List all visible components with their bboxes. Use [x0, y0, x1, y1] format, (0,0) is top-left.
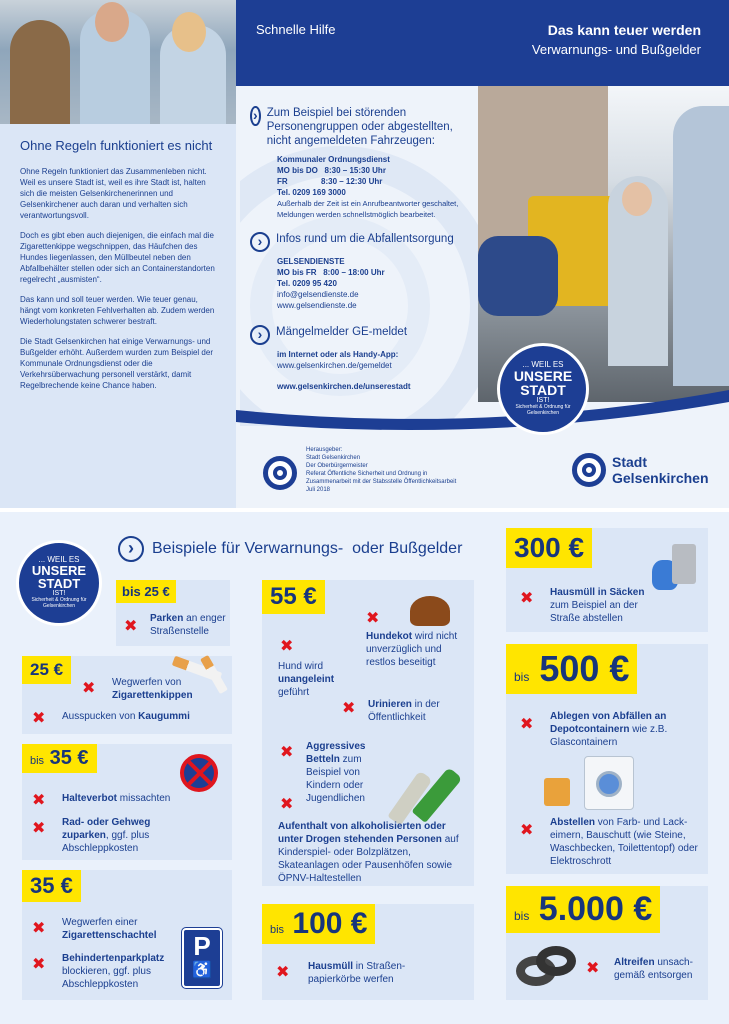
item-parken-bold: Parken: [150, 613, 184, 624]
price-25: 25 €: [22, 656, 71, 684]
price-55: 55 €: [262, 580, 325, 614]
trash-can-icon: [672, 544, 696, 584]
section-1-tel: Tel. 0209 169 3000: [277, 188, 346, 197]
x-mark-icon: ✖: [32, 818, 46, 837]
x-mark-icon: ✖: [276, 962, 290, 981]
left-column: [0, 124, 236, 508]
section-1-heading: Zum Beispiel bei störenden Personengruppen oder abgestellten, nicht angemeldeten Fahrzeugen:: [266, 107, 453, 147]
item-gehweg: [62, 816, 182, 855]
item-halteverbot-text: missachten: [117, 793, 171, 804]
card-55: [262, 580, 474, 886]
badge-line-1: ... WEIL ES: [522, 360, 564, 369]
x-mark-icon: ✖: [520, 820, 534, 839]
price-bis-500: [506, 644, 637, 694]
card-bis-35: [22, 744, 232, 860]
badge-small-line-4: IST!: [52, 590, 66, 597]
price-bis-35-value: 35 €: [49, 747, 89, 769]
section-3-sub: im Internet oder als Handy-App:: [277, 350, 399, 359]
header-subtitle: Verwarnungs- und Bußgelder: [531, 42, 701, 57]
footer-logo-mark: [263, 456, 297, 490]
x-mark-icon: ✖: [520, 714, 534, 733]
top-header: [236, 0, 729, 86]
publisher-info: Herausgeber: Stadt Gelsenkirchen Der Oberbürgermeister Referat Öffentliche Sicherheit und Ordnung in Zusammenarbeit mit der Stabsstelle Öffentlichkeitsarbeit Juli 2018: [306, 447, 457, 493]
x-mark-icon: ✖: [366, 608, 380, 627]
section-1-note: Außerhalb der Zeit ist ein Anrufbeantworter geschaltet, Meldungen werden schnellstmöglich bearbeitet.: [277, 199, 459, 219]
card-25: [22, 656, 232, 734]
item-alkohol: [278, 820, 470, 885]
washing-machine-icon: [584, 756, 634, 810]
x-mark-icon: ✖: [586, 958, 600, 977]
section-2-hours: MO bis FR 8:00 – 18:00 Uhr: [277, 268, 385, 277]
x-mark-icon: ✖: [280, 794, 294, 813]
item-hundekot: [366, 630, 466, 669]
badge-line-2: UNSERE: [513, 368, 573, 384]
price-bis-35-prefix: bis: [30, 755, 45, 767]
x-mark-icon: ✖: [520, 588, 534, 607]
item-unangeleint: [278, 660, 358, 699]
x-mark-icon: ✖: [32, 708, 46, 727]
item-hausmuell-saecke-bold: Hausmüll in Säcken: [550, 587, 645, 598]
section-3-heading: Mängelmelder GE-meldet: [276, 326, 408, 338]
item-zigarettenschachtel: [62, 916, 162, 942]
item-depotcontainer-bold: Ablegen von Abfällen an Depotcontainern: [550, 711, 667, 735]
left-paragraph-1: Ohne Regeln funktioniert das Zusammenleben nicht. Weil es unsere Stadt ist, weil es ihre Stadt ist, halten sich die meisten Gelsenkirchenerinnen und Gelsenkirchener auch daran und verhalten sich verantwortungsvoll.: [20, 167, 207, 220]
unsere-stadt-badge: [497, 343, 589, 435]
unsere-stadt-badge-small: [16, 540, 102, 626]
item-behindertenparkplatz-bold: Behindertenparkplatz: [62, 953, 165, 964]
left-paragraph-4: Die Stadt Gelsenkirchen hat einige Verwarnungs- und Bußgelder erhöht. Außerdem wurden zum Beispiel der Kommunale Ordnungsdienst oder die Verkehrsüberwachung personell verstärkt, damit Regelbrechende keine Chance haben.: [20, 337, 213, 390]
swoosh-graphic: [236, 370, 729, 440]
item-hausmuell-saecke-text: zum Beispiel an der Straße abstellen: [550, 600, 638, 624]
item-gehweg-bold: Rad- oder Gehweg zuparken: [62, 817, 151, 841]
item-zigarettenkippen-text: Wegwerfen von: [112, 677, 182, 688]
badge-small-line-3: STADT: [37, 576, 81, 591]
item-betteln-bold: Aggressives Betteln: [306, 741, 366, 765]
top-section: [0, 0, 729, 508]
card-35: [22, 870, 232, 1000]
logo-city-text: Gelsenkirchen: [612, 470, 709, 486]
section-1-hours-2: FR 8:30 – 12:30 Uhr: [277, 177, 383, 186]
no-parking-sign-icon: [180, 754, 218, 792]
item-kaugummi-bold: Kaugummi: [138, 711, 190, 722]
item-zigarettenschachtel-text: Wegwerfen einer: [62, 917, 138, 928]
badge-line-5: Sicherheit & Ordnung für Gelsenkirchen: [515, 404, 571, 416]
middle-column: [250, 106, 478, 392]
dog-poop-icon: [410, 596, 450, 626]
price-bis-25: bis 25 €: [116, 580, 176, 603]
item-abstellen-text: von Farb- und Lack-eimern, Bauschutt (wie Steine, Waschbecken, Toilettentopf) oder Elektroschrott: [550, 817, 698, 867]
section-1-hours-1: MO bis DO 8:30 – 15:30 Uhr: [277, 166, 386, 175]
item-abstellen-bold: Abstellen: [550, 817, 596, 828]
item-gehweg-text: , ggf. plus Abschleppkosten: [62, 830, 150, 854]
section-3-web-link[interactable]: www.gelsenkirchen.de/gemeldet: [277, 361, 392, 370]
left-paragraph-2: Doch es gibt eben auch diejenigen, die einfach mal die Zigarettenkippe wegschnippen, das Häufchen des Hundes liegenlassen, den Müllbeutel neben den Abfallbehälter stellen oder sich an Containerstandorten regelrecht „ausmisten“.: [20, 231, 215, 284]
price-bis-500-prefix: bis: [514, 670, 530, 684]
paint-bucket-icon: [544, 778, 570, 806]
item-altreifen-text: unsach-gemäß entsorgen: [614, 957, 693, 981]
price-300: 300 €: [506, 528, 592, 568]
price-bis-35: [22, 744, 97, 773]
item-zigarettenkippen-bold: Zigarettenkippen: [112, 690, 193, 701]
item-kaugummi-text: Ausspucken von: [62, 711, 139, 722]
item-zigarettenschachtel-bold: Zigarettenschachtel: [62, 930, 157, 941]
card-bis-25: [116, 580, 230, 646]
price-bis-5000: [506, 886, 660, 933]
chevron-right-icon: ›: [250, 232, 270, 252]
item-parken-text: an enger Straßenstelle: [150, 613, 226, 637]
item-urinieren-text: in der Öffentlichkeit: [368, 699, 440, 723]
item-urinieren: [368, 698, 468, 724]
x-mark-icon: ✖: [32, 954, 46, 973]
item-depotcontainer-text: wie z.B. Glascontainern: [550, 724, 668, 748]
card-300: [506, 528, 708, 632]
x-mark-icon: ✖: [124, 616, 138, 635]
badge-line-3: STADT: [520, 382, 566, 398]
chevron-right-icon: ›: [250, 325, 270, 345]
item-unangeleint-end: geführt: [278, 687, 310, 698]
item-halteverbot-bold: Halteverbot: [62, 793, 118, 804]
left-paragraph-3: Das kann und soll teuer werden. Wie teuer genau, hängt vom konkreten Fehlverhalten ab. Zudem werden Wiederholungstaten schwerer bestraft.: [20, 295, 215, 326]
chevron-right-icon: ›: [250, 106, 261, 126]
item-hausmuell-papierkorb-text: in Straßen-papierkörbe werfen: [308, 961, 406, 985]
chevron-right-icon: ›: [118, 536, 144, 562]
badge-small-line-5: Sicherheit & Ordnung für Gelsenkirchen: [31, 597, 87, 609]
item-alkohol-bold: Aufenthalt von alkoholisierten oder unter Drogen stehenden Personen: [278, 821, 446, 845]
item-altreifen: [614, 956, 704, 982]
section-2-heading: Infos rund um die Abfallentsorgung: [276, 233, 454, 245]
price-bis-100: [262, 904, 375, 944]
section-2-web-link[interactable]: www.gelsendienste.de: [277, 301, 357, 310]
examples-heading: Beispiele für Verwarnungs- oder Bußgelder: [152, 540, 463, 557]
item-alkohol-text: auf Kinderspiel- oder Bolzplätzen, Skateanlagen oder Pausenhöfen sowie ÖPNV-Haltestellen: [278, 834, 459, 884]
item-unangeleint-text: Hund wird: [278, 661, 324, 672]
examples-heading-row: [118, 536, 462, 562]
item-kaugummi: [62, 710, 190, 723]
x-mark-icon: ✖: [82, 678, 96, 697]
badge-small-line-1: ... WEIL ES: [38, 555, 80, 564]
item-abstellen: [550, 816, 704, 868]
item-behindertenparkplatz: [62, 952, 182, 991]
x-mark-icon: ✖: [32, 790, 46, 809]
item-behindertenparkplatz-text: blockieren, ggf. plus Abschleppkosten: [62, 966, 151, 990]
section-2-email-link[interactable]: info@gelsendienste.de: [277, 290, 359, 299]
header-schnelle-hilfe: Schnelle Hilfe: [256, 22, 336, 37]
item-urinieren-bold: Urinieren: [368, 699, 412, 710]
x-mark-icon: ✖: [280, 742, 294, 761]
card-bis-5000: [506, 886, 708, 1000]
item-betteln: [306, 740, 396, 805]
x-mark-icon: ✖: [280, 636, 294, 655]
disabled-parking-sign-icon: P ♿: [182, 928, 222, 988]
section-1-org: Kommunaler Ordnungsdienst: [277, 155, 390, 164]
item-unangeleint-bold: unangeleint: [278, 674, 335, 685]
card-bis-100: [262, 904, 474, 1000]
item-hausmuell-papierkorb: [308, 960, 418, 986]
police-photo: [0, 0, 236, 124]
section-2-tel: Tel. 0209 95 420: [277, 279, 337, 288]
section-3-url-link[interactable]: www.gelsenkirchen.de/unserestadt: [277, 382, 411, 391]
price-bis-100-value: 100 €: [292, 907, 368, 940]
header-title: Das kann teuer werden: [547, 22, 701, 38]
price-bis-500-value: 500 €: [539, 648, 630, 689]
item-zigarettenkippen: [112, 676, 202, 702]
item-hausmuell-saecke: [550, 586, 660, 625]
price-bis-100-prefix: bis: [270, 924, 285, 936]
x-mark-icon: ✖: [32, 918, 46, 937]
price-bis-5000-value: 5.000 €: [538, 890, 653, 928]
card-bis-500: [506, 644, 708, 874]
item-hundekot-bold: Hundekot: [366, 631, 413, 642]
x-mark-icon: ✖: [342, 698, 356, 717]
badge-line-4: IST!: [536, 397, 550, 404]
item-parken: [150, 612, 228, 638]
item-altreifen-bold: Altreifen: [614, 957, 655, 968]
price-35: 35 €: [22, 870, 81, 902]
item-halteverbot: [62, 792, 170, 805]
item-hundekot-text: wird nicht unverzüglich und restlos beseitigt: [366, 631, 458, 668]
item-depotcontainer: [550, 710, 700, 749]
section-2-org: GELSENDIENSTE: [277, 257, 345, 266]
left-heading: Ohne Regeln funktioniert es nicht: [20, 138, 213, 153]
tires-icon: [516, 944, 580, 988]
logo-stadt-text: Stadt: [612, 454, 647, 470]
item-hausmuell-papierkorb-bold: Hausmüll: [308, 961, 354, 972]
city-logo-mark: [572, 453, 606, 487]
badge-small-line-2: UNSERE: [31, 563, 87, 578]
item-betteln-text: zum Beispiel von Kindern oder Jugendlichen: [306, 754, 365, 804]
price-bis-5000-prefix: bis: [514, 909, 530, 923]
